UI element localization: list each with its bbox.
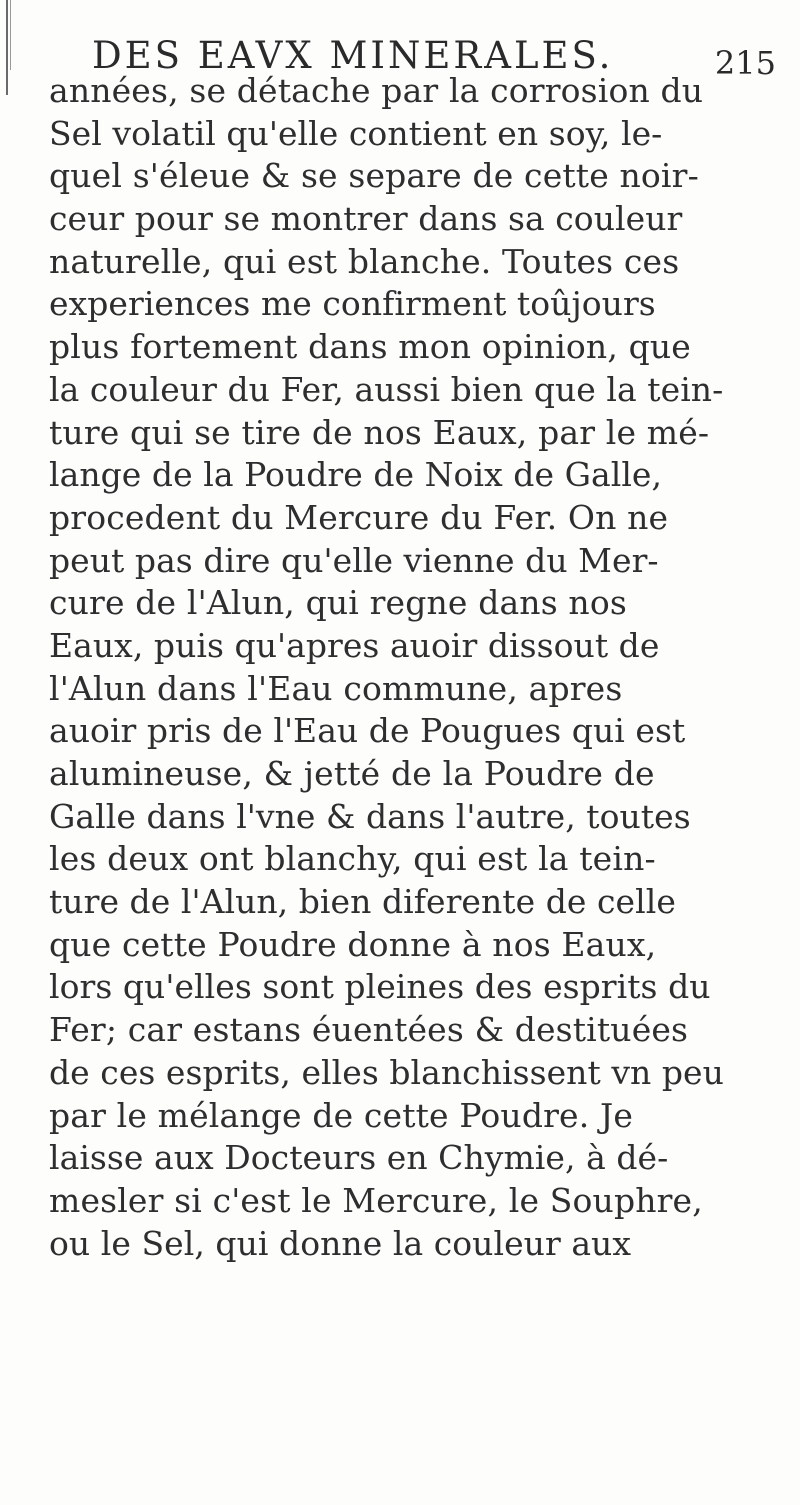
text-line: l'Alun dans l'Eau commune, apres [49, 668, 623, 708]
text-line: plus fortement dans mon opinion, que [49, 327, 691, 367]
text-line: par le mélange de cette Poudre. Je [49, 1095, 634, 1135]
text-line: ceur pour se montrer dans sa couleur [49, 199, 683, 239]
text-line: la couleur du Fer, aussi bien que la tein- [49, 369, 724, 409]
text-line: alumineuse, & jetté de la Poudre de [49, 754, 655, 793]
text-line: cure de l'Alun, qui regne dans nos [49, 583, 627, 623]
gutter-shadow [6, 0, 8, 95]
gutter-shadow-inner [10, 0, 11, 70]
running-title: DES EAVX MINERALES. [92, 34, 614, 77]
text-line: Galle dans l'vne & dans l'autre, toutes [49, 796, 691, 836]
text-line: ture qui se tire de nos Eaux, par le mé- [49, 412, 710, 452]
text-line: années, se détache par la corrosion du [49, 71, 704, 110]
body-text [49, 70, 794, 1265]
text-line: que cette Poudre donne à nos Eaux, [49, 924, 657, 964]
text-line: de ces esprits, elles blanchissent vn peu [49, 1052, 724, 1092]
text-line: lors qu'elles sont pleines des esprits du [49, 967, 711, 1007]
text-line: laisse aux Docteurs en Chymie, à dé- [49, 1138, 669, 1178]
text-line: procedent du Mercure du Fer. On ne [49, 497, 669, 537]
text-line: lange de la Poudre de Noix de Galle, [49, 455, 663, 495]
text-line: peut pas dire qu'elle vienne du Mer- [49, 540, 659, 580]
text-line: Sel volatil qu'elle contient en soy, le- [49, 113, 663, 153]
text-line: experiences me confirment toûjours [49, 284, 656, 324]
text-line: mesler si c'est le Mercure, le Souphre, [49, 1180, 703, 1220]
page-number: 215 [714, 44, 776, 82]
text-line: Fer; car estans éuentées & destituées [49, 1010, 689, 1050]
text-line: naturelle, qui est blanche. Toutes ces [49, 241, 680, 281]
text-line: auoir pris de l'Eau de Pougues qui est [49, 711, 686, 751]
text-line: ou le Sel, qui donne la couleur aux [49, 1223, 632, 1263]
text-line: les deux ont blanchy, qui est la tein- [49, 839, 656, 879]
text-line: quel s'éleue & se separe de cette noir- [49, 156, 699, 196]
text-line: ture de l'Alun, bien diferente de celle [49, 882, 676, 922]
text-line: Eaux, puis qu'apres auoir dissout de [49, 625, 660, 665]
